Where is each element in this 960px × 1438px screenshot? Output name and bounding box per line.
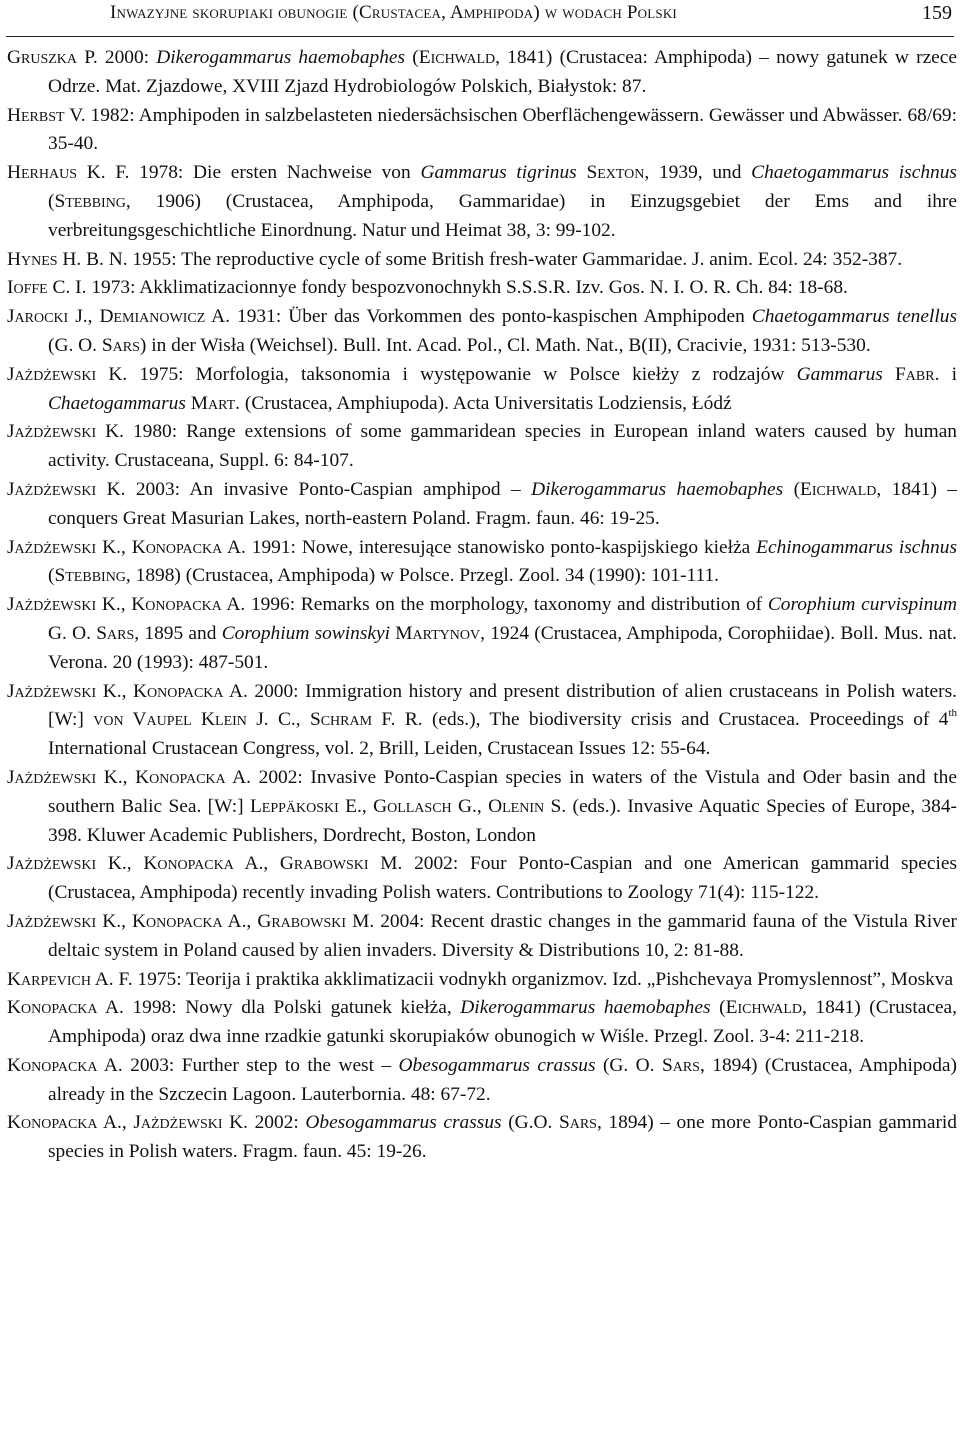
reference-entry	[7, 764, 957, 850]
reference-author: Hynes	[7, 248, 58, 270]
author-name: Konopacka	[143, 853, 234, 875]
reference-author: Jażdżewski	[7, 421, 97, 443]
author-name: Konopacka	[131, 536, 223, 558]
taxon-name: Obesogammarus crassus	[398, 1054, 596, 1076]
author-name: Olenin	[488, 795, 545, 817]
reference-text: K. 2003: An invasive Ponto-Caspian amphipod –	[96, 478, 532, 500]
reference-text: . i	[934, 363, 957, 385]
reference-entry	[7, 102, 957, 160]
taxon-name: Corophium curvispinum	[767, 594, 957, 616]
author-name: Sexton	[586, 162, 645, 184]
author-name: Eichwald	[418, 47, 496, 68]
reference-text: K.,	[96, 594, 132, 616]
author-name: Konopacka	[133, 680, 224, 702]
reference-text: (G.O.	[501, 1112, 559, 1134]
reference-entry	[7, 1109, 957, 1167]
reference-text: , 1841) (Crustacea: Amphipoda) – nowy gatunek w rzece Odrze. Mat. Zjazdowe, XVIII Zjazd Hydrobiologów Polskich, Białystok: 87.	[48, 47, 957, 97]
reference-text: K. 2002:	[222, 1112, 306, 1134]
reference-entry	[7, 44, 957, 102]
reference-author: Ioffe	[7, 277, 48, 299]
reference-text: , 1895 and	[134, 622, 222, 644]
reference-author: Jażdżewski	[7, 594, 97, 616]
reference-author: Konopacka	[7, 997, 98, 1019]
page-header	[0, 0, 960, 34]
reference-text: , 1894) – one more Ponto-Caspian gammarid species in Polish waters. Fragm. faun. 45: 19-26.	[48, 1112, 957, 1163]
author-name: Leppäkoski	[249, 795, 339, 817]
taxon-name: Dikerogammarus haemobaphes	[531, 478, 784, 500]
reference-text: , 1924 (Crustacea, Amphipoda, Corophiidae). Boll. Mus. nat. Verona. 20 (1993): 487-501.	[48, 622, 957, 673]
reference-text: H. B. N. 1955: The reproductive cycle of some British fresh-water Gammaridae. J. anim. Ecol. 24: 352-387.	[57, 248, 903, 270]
reference-text: A. 1991: Nowe, interesujące stanowisko ponto-kaspijskiego kiełża	[222, 536, 757, 558]
reference-text: , 1906) (Crustacea, Amphipoda, Gammaridae) in Einzugsgebiet der Ems and ihre verbreitungsgeschichtliche Einordnung. Natur und Heimat 38, 3: 99-102.	[48, 190, 957, 241]
reference-text: P. 2000:	[77, 47, 157, 68]
author-name: Grabowski	[279, 853, 369, 875]
taxon-name: Echinogammarus ischnus	[756, 536, 957, 558]
running-head: Inwazyjne skorupiaki obunogie (Crustacea, Amphipoda) w wodach Polski	[110, 2, 677, 23]
reference-text: F. R. (eds.), The biodiversity crisis and Crustacea. Proceedings of 4	[372, 709, 949, 731]
reference-text: (	[710, 997, 726, 1019]
reference-text: G. O.	[48, 622, 97, 644]
reference-text: (G. O.	[48, 334, 102, 356]
reference-text: V. 1982: Amphipoden in salzbelasteten niedersächsischen Oberflächengewässern. Gewässer und Abwässer. 68/69: 35-40.	[48, 104, 957, 155]
author-name: Sars	[661, 1054, 700, 1076]
reference-text: (	[48, 190, 55, 212]
reference-text: , 1894) (Crustacea, Amphipoda) already in the Szczecin Lagoon. Lauterbornia. 48: 67-72.	[48, 1054, 958, 1105]
reference-text: G.,	[451, 795, 489, 817]
reference-text: (G. O.	[595, 1054, 662, 1076]
reference-entry	[7, 418, 957, 476]
reference-text: ) in der Wisła (Weichsel). Bull. Int. Acad. Pol., Cl. Math. Nat., B(II), Cracivie, 1931: 513-530.	[139, 334, 871, 356]
page-number: 159	[922, 2, 952, 24]
reference-author: Jażdżewski	[7, 910, 97, 932]
reference-text: (	[405, 47, 419, 68]
reference-text: E.,	[338, 795, 374, 817]
author-name: Stebbing	[54, 190, 126, 212]
author-name: Demianowicz	[99, 306, 206, 328]
taxon-name: Chaetogammarus tenellus	[751, 306, 957, 328]
reference-text: . (Crustacea, Amphiupoda). Acta Universitatis Lodziensis, Łódź	[235, 392, 732, 414]
reference-text: K. F. 1978: Die ersten Nachweise von	[77, 162, 421, 184]
taxon-name: Gammarus tigrinus	[420, 162, 577, 184]
reference-entry	[7, 246, 957, 275]
author-name: Schram	[309, 709, 373, 731]
reference-text: J. C.,	[246, 709, 310, 731]
taxon-name: Corophium sowinskyi	[221, 622, 390, 644]
reference-text: A. 1931: Über das Vorkommen des ponto-kaspischen Amphipoden	[205, 306, 752, 328]
reference-entry	[7, 994, 957, 1052]
author-name: Sars	[101, 334, 140, 356]
author-name: Sars	[558, 1112, 597, 1134]
reference-author: Konopacka	[7, 1054, 98, 1076]
reference-text: (	[783, 478, 801, 500]
author-name: Stebbing	[54, 565, 126, 587]
reference-author: Jażdżewski	[7, 853, 97, 875]
reference-text: International Crustacean Congress, vol. 2, Brill, Leiden, Crustacean Issues 12: 55-64.	[48, 738, 711, 760]
reference-author: Jażdżewski	[7, 766, 97, 788]
reference-text: , 1898) (Crustacea, Amphipoda) w Polsce. Przegl. Zool. 34 (1990): 101-111.	[125, 565, 720, 587]
reference-author: Jarocki	[7, 306, 69, 328]
author-name: Fabr	[895, 363, 935, 385]
header-rule	[6, 36, 954, 37]
author-name: Eichwald	[800, 478, 877, 500]
reference-entry	[7, 159, 957, 245]
reference-text	[577, 162, 587, 183]
reference-text: A.,	[222, 910, 258, 932]
reference-entry	[7, 908, 957, 966]
taxon-name: Chaetogammarus ischnus	[751, 162, 957, 184]
reference-text: , 1841) (Crustacea, Amphipoda) oraz dwa inne rzadkie gatunki skorupiaków obunogich w Wiśle. Przegl. Zool. 3-4: 211-218.	[48, 997, 958, 1048]
reference-text: K. 1975: Morfologia, taksonomia i występowanie w Polsce kiełży z rodzajów	[96, 363, 797, 385]
author-name: Konopacka	[131, 594, 222, 616]
reference-entry	[7, 850, 957, 908]
reference-author: Jażdżewski	[7, 363, 97, 385]
reference-text: M. 2004: Recent drastic changes in the gammarid fauna of the Vistula River deltaic system in Poland caused by alien invaders. Diversity & Distributions 10, 2: 81-88.	[48, 910, 957, 961]
author-name: Eichwald	[725, 997, 802, 1019]
reference-text: (	[48, 565, 55, 587]
reference-entry	[7, 303, 957, 361]
reference-text: M. 2002: Four Ponto-Caspian and one American gammarid species (Crustacea, Amphipoda) recently invading Polish waters. Contributions to Zoology 71(4): 115-122.	[48, 853, 957, 904]
reference-entry	[7, 591, 957, 677]
reference-entry	[7, 476, 957, 534]
author-name: Mart	[190, 392, 236, 414]
reference-text: A. 2002: Invasive Ponto-Caspian species in waters of the Vistula and Oder basin and the southern Balic Sea. [W:]	[48, 766, 957, 817]
reference-entry	[7, 361, 957, 419]
author-name: Grabowski	[257, 910, 347, 932]
author-name: Martynov	[395, 622, 481, 644]
author-name: Sars	[96, 622, 135, 644]
reference-entry	[7, 534, 957, 592]
reference-author: Jażdżewski	[7, 680, 97, 702]
reference-text: , 1939, und	[644, 162, 752, 184]
reference-text: K.,	[96, 910, 133, 932]
reference-author: Karpevich	[7, 968, 92, 990]
reference-list	[7, 44, 957, 1167]
reference-text: C. I. 1973: Akklimatizacionnye fondy bespozvonochnykh S.S.S.R. Izv. Gos. N. I. O. R. Ch. 84: 18-68.	[47, 277, 848, 299]
author-name: Konopacka	[132, 910, 223, 932]
taxon-name: Chaetogammarus	[48, 392, 186, 414]
taxon-name: Obesogammarus crassus	[305, 1112, 502, 1134]
reference-author: Jażdżewski	[7, 536, 97, 558]
reference-text: A. 1996: Remarks on the morphology, taxonomy and distribution of	[221, 594, 768, 616]
reference-text: K.,	[96, 766, 136, 788]
reference-author: Gruszka	[7, 47, 78, 68]
reference-text: J.,	[68, 306, 100, 328]
reference-text: A. F. 1975: Teorija i praktika akklimatizacii vodnykh organizmov. Izd. „Pishchevaya Promyslennost”, Moskva	[91, 968, 954, 990]
reference-text: th	[948, 707, 957, 720]
author-name: Konopacka	[135, 766, 226, 788]
reference-entry	[7, 274, 957, 303]
taxon-name: Dikerogammarus haemobaphes	[460, 997, 711, 1019]
reference-text: A.,	[97, 1112, 134, 1134]
reference-text: A. 2003: Further step to the west –	[97, 1054, 399, 1076]
reference-text: K. 1980: Range extensions of some gammaridean species in European inland waters caused by human activity. Crustaceana, Suppl. 6: 84-107.	[48, 421, 957, 472]
reference-text: K.,	[96, 536, 132, 558]
reference-author: Konopacka	[7, 1112, 98, 1134]
taxon-name: Gammarus	[796, 363, 883, 385]
reference-author: Jażdżewski	[7, 478, 97, 500]
reference-text: A. 2000: Immigration history and present distribution of alien crustaceans in Polish waters. [W:]	[48, 680, 957, 731]
author-name: Gollasch	[373, 795, 452, 817]
reference-text: A. 1998: Nowy dla Polski gatunek kiełża,	[97, 997, 461, 1019]
reference-author: Herbst	[7, 104, 65, 126]
reference-text: S. (eds.). Invasive Aquatic Species of Europe, 384-398. Kluwer Academic Publishers, Dordrecht, Boston, London	[48, 795, 957, 846]
reference-entry	[7, 678, 957, 764]
author-name: von Vaupel Klein	[93, 709, 247, 731]
author-name: Jażdżewski	[133, 1112, 223, 1134]
taxon-name: Dikerogammarus haemobaphes	[156, 47, 406, 68]
reference-author: Herhaus	[7, 162, 78, 184]
reference-text: , 1841) – conquers Great Masurian Lakes, north-eastern Poland. Fragm. faun. 46: 19-25.	[48, 478, 958, 529]
reference-text: K.,	[96, 680, 133, 702]
reference-text: A.,	[233, 853, 280, 875]
reference-entry	[7, 1052, 957, 1110]
reference-text: K.,	[96, 853, 144, 875]
reference-text	[883, 364, 895, 385]
reference-entry	[7, 966, 957, 995]
